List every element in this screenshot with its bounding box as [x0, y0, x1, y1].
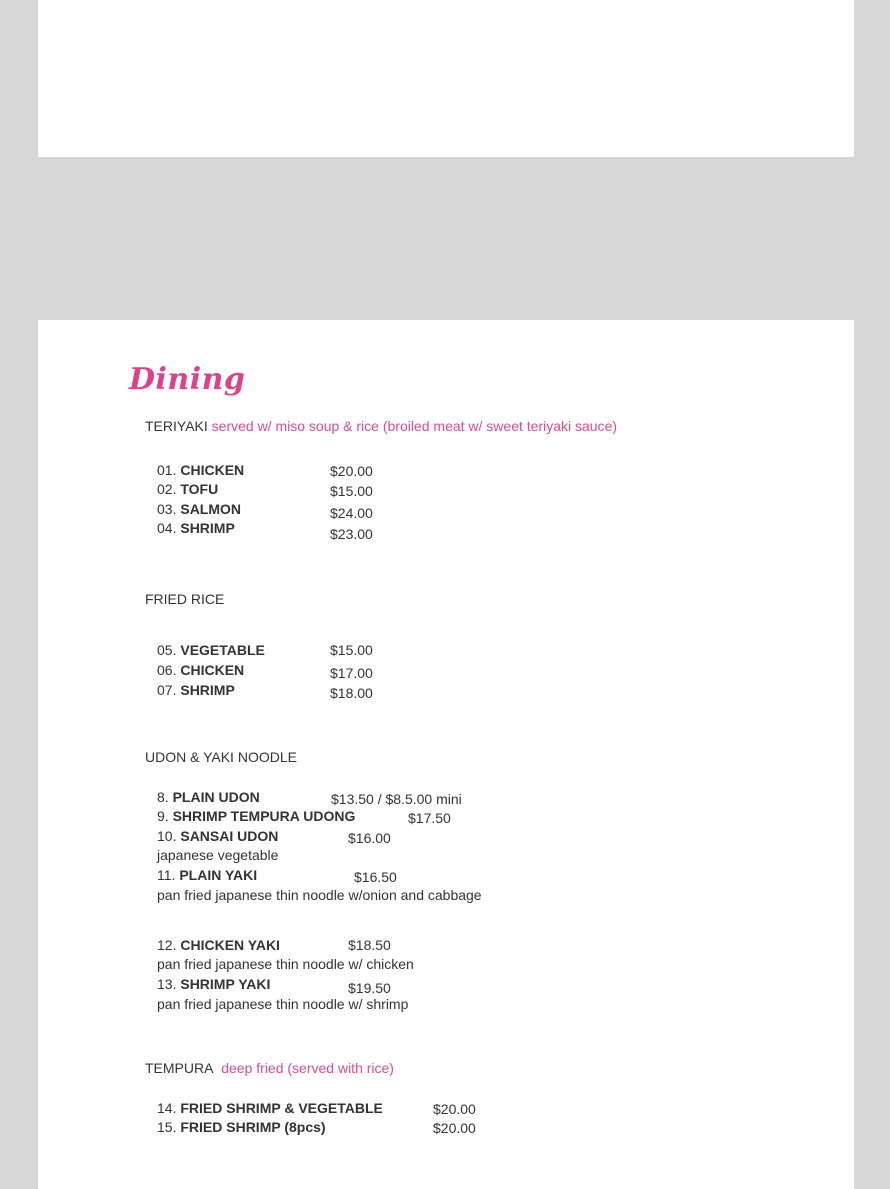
item-number: 04. [157, 520, 177, 536]
item-number: 06. [157, 662, 177, 678]
item-name: PLAIN UDON [172, 789, 260, 805]
menu-item-01 [157, 462, 244, 478]
item-price: $24.00 [330, 505, 373, 521]
item-name: SHRIMP TEMPURA UDONG [172, 808, 356, 824]
item-description: japanese vegetable [157, 847, 279, 863]
item-number: 01. [157, 462, 177, 478]
menu-item-02 [157, 481, 218, 497]
item-price: $15.00 [330, 483, 373, 499]
page-title: Dining [129, 362, 246, 397]
item-name: SANSAI UDON [180, 828, 279, 844]
item-name: FRIED SHRIMP (8pcs) [180, 1119, 326, 1135]
menu-item-10 [157, 828, 278, 844]
menu-item-04 [157, 520, 235, 536]
item-price: $20.00 [330, 463, 373, 479]
menu-item-08 [157, 789, 260, 805]
item-price: $23.00 [330, 526, 373, 542]
item-name: SALMON [180, 501, 242, 517]
menu-item-06 [157, 662, 244, 678]
item-price: $18.00 [330, 685, 373, 701]
section-note: served w/ miso soup & rice (broiled meat w/ sweet teriyaki sauce) [211, 418, 618, 434]
menu-item-07 [157, 682, 235, 698]
item-name: CHICKEN YAKI [180, 937, 280, 953]
item-number: 05. [157, 642, 177, 658]
item-price: $20.00 [433, 1101, 476, 1117]
menu-item-14 [157, 1100, 383, 1116]
item-name: PLAIN YAKI [179, 867, 258, 883]
item-name: FRIED SHRIMP & VEGETABLE [180, 1100, 383, 1116]
item-name: CHICKEN [180, 462, 245, 478]
item-price: $19.50 [348, 980, 391, 996]
item-number: 07. [157, 682, 177, 698]
item-description: pan fried japanese thin noodle w/ shrimp [157, 996, 409, 1012]
section-note: deep fried (served with rice) [221, 1060, 394, 1076]
item-price: $17.50 [408, 810, 451, 826]
item-number: 10. [157, 828, 177, 844]
item-price: $20.00 [433, 1120, 476, 1136]
item-description: pan fried japanese thin noodle w/ chicken [157, 956, 414, 972]
item-number: 03. [157, 501, 177, 517]
item-number: 14. [157, 1100, 177, 1116]
menu-item-09 [157, 808, 355, 824]
section-heading-fried-rice: FRIED RICE [145, 591, 225, 607]
menu-item-13 [157, 976, 270, 992]
item-price: $15.00 [330, 642, 373, 658]
top-content-panel [38, 0, 854, 157]
menu-item-03 [157, 501, 241, 517]
item-number: 15. [157, 1119, 177, 1135]
item-name: CHICKEN [180, 662, 245, 678]
item-name: SHRIMP [180, 682, 235, 698]
item-number: 8. [157, 789, 169, 805]
item-name: TOFU [180, 481, 219, 497]
section-heading-teriyaki [145, 418, 617, 434]
item-price: $16.00 [348, 830, 391, 846]
item-name: VEGETABLE [180, 642, 265, 658]
item-number: 02. [157, 481, 177, 497]
item-number: 13. [157, 976, 177, 992]
section-heading-tempura [145, 1060, 394, 1076]
item-price: $17.00 [330, 665, 373, 681]
section-title: TEMPURA [145, 1060, 214, 1076]
menu-item-15 [157, 1119, 326, 1135]
item-name: SHRIMP YAKI [180, 976, 271, 992]
item-description: pan fried japanese thin noodle w/onion and cabbage [157, 887, 482, 903]
item-name: SHRIMP [180, 520, 235, 536]
section-heading-udon: UDON & YAKI NOODLE [145, 749, 297, 765]
item-number: 11. [157, 867, 176, 883]
section-title: TERIYAKI [145, 418, 208, 434]
item-number: 9. [157, 808, 169, 824]
item-number: 12. [157, 937, 177, 953]
item-price: $13.50 / $8.5.00 mini [331, 791, 462, 807]
menu-item-05 [157, 642, 265, 658]
menu-item-11 [157, 867, 257, 883]
menu-item-12 [157, 937, 280, 953]
item-price: $16.50 [354, 869, 397, 885]
item-price: $18.50 [348, 937, 391, 953]
